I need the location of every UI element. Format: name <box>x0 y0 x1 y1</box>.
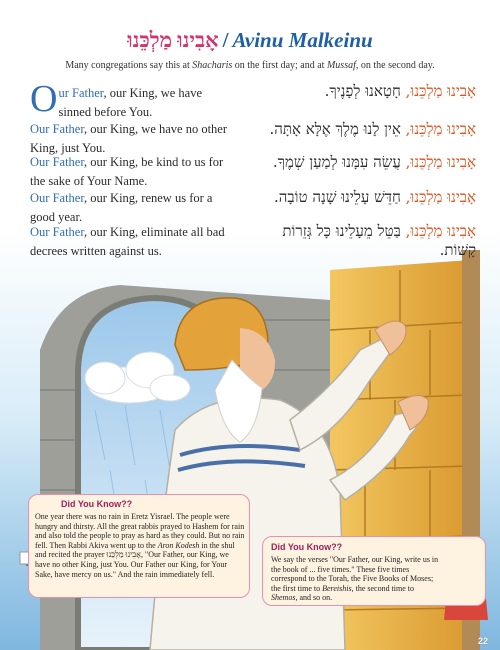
title-separator: / <box>222 28 229 52</box>
page-title <box>0 28 500 53</box>
dropcap: O <box>30 78 58 120</box>
verse-english <box>30 153 235 191</box>
verse-hebrew <box>246 82 476 101</box>
verse-lead: Our Father <box>30 155 84 169</box>
verse-hebrew-text: עֲשֵׂה עִמָּנוּ לְמַעַן שְׁמֶךָ. <box>272 153 406 171</box>
did-you-know-title: Did You Know?? <box>61 499 133 509</box>
verse-lead: ur Father <box>58 86 104 100</box>
verse-hebrew-lead: אָבִינוּ מַלְכֵּנוּ, <box>405 222 476 240</box>
title-hebrew: אָבִינוּ מַלְכֵּנוּ <box>127 28 219 52</box>
verse-hebrew-lead: אָבִינוּ מַלְכֵּנוּ, <box>405 82 476 100</box>
verse-english <box>30 189 235 227</box>
verse-hebrew-lead: אָבִינוּ מַלְכֵּנוּ, <box>405 120 476 138</box>
verse-hebrew-text: בַּטֵּל מֵעָלֵינוּ כָּל גְּזֵרוֹת קָשׁוֹת. <box>282 222 476 259</box>
verse-english <box>30 78 235 122</box>
verse-hebrew-lead: אָבִינוּ מַלְכֵּנוּ, <box>405 153 476 171</box>
verse-hebrew <box>246 120 476 139</box>
verse-text: , our King, renew us for a good year. <box>30 191 213 224</box>
verse-hebrew <box>246 222 476 260</box>
did-you-know-box-left <box>28 494 250 598</box>
page-number: 22 <box>477 636 488 646</box>
subtitle: Many congregations say this at Shacharis on the first day; and at Mussaf, on the second day. <box>65 60 435 71</box>
verse-hebrew-text: חַדֵּשׁ עָלֵינוּ שָׁנָה טוֹבָה. <box>274 188 406 206</box>
verse-english <box>30 223 235 261</box>
verse-hebrew-text: אֵין לָנוּ מֶלֶךְ אֶלָּא אָתָּה. <box>269 120 406 138</box>
verse-text: , our King, eliminate all bad decrees written against us. <box>30 225 225 258</box>
verse-text: , our King, we have sinned before You. <box>58 86 203 119</box>
verse-hebrew-text: חָטָאנוּ לְפָנֶיךָ. <box>324 82 406 100</box>
verse-hebrew <box>246 188 476 207</box>
did-you-know-title: Did You Know?? <box>271 542 343 552</box>
verse-text: , our King, be kind to us for the sake of Your Name. <box>30 155 224 188</box>
verse-hebrew-lead: אָבִינוּ מַלְכֵּנוּ, <box>405 188 476 206</box>
did-you-know-box-right <box>262 536 486 606</box>
verse-lead: Our Father <box>30 225 84 239</box>
verse-lead: Our Father <box>30 122 84 136</box>
did-you-know-text: We say the verses "Our Father, our King, write us in the book of ... five times." These five times correspond to the Torah, the Five Books of Moses; the first time to Bereishis, the second time to Shemos, and so on. <box>271 555 439 603</box>
verse-lead: Our Father <box>30 191 84 205</box>
verse-hebrew <box>246 153 476 172</box>
verse-text: , our King, we have no other King, just You. <box>30 122 228 155</box>
did-you-know-text: One year there was no rain in Eretz Yisrael. The people were hungry and thirsty. All the great rabbis prayed to Hashem for rain and also told the people to pray as hard as they could. But no rain fell. Then Rabbi Akiva went up to the Aron Kodesh in the shul and recited the prayer אָבִינוּ מַלְכֵּנוּ, "Our Father, our King, we have no other King, just You. Our Father our King, for Your Sake, have mercy on us." And the rain immediately fell. <box>35 512 245 579</box>
title-english: Avinu Malkeinu <box>232 28 373 52</box>
